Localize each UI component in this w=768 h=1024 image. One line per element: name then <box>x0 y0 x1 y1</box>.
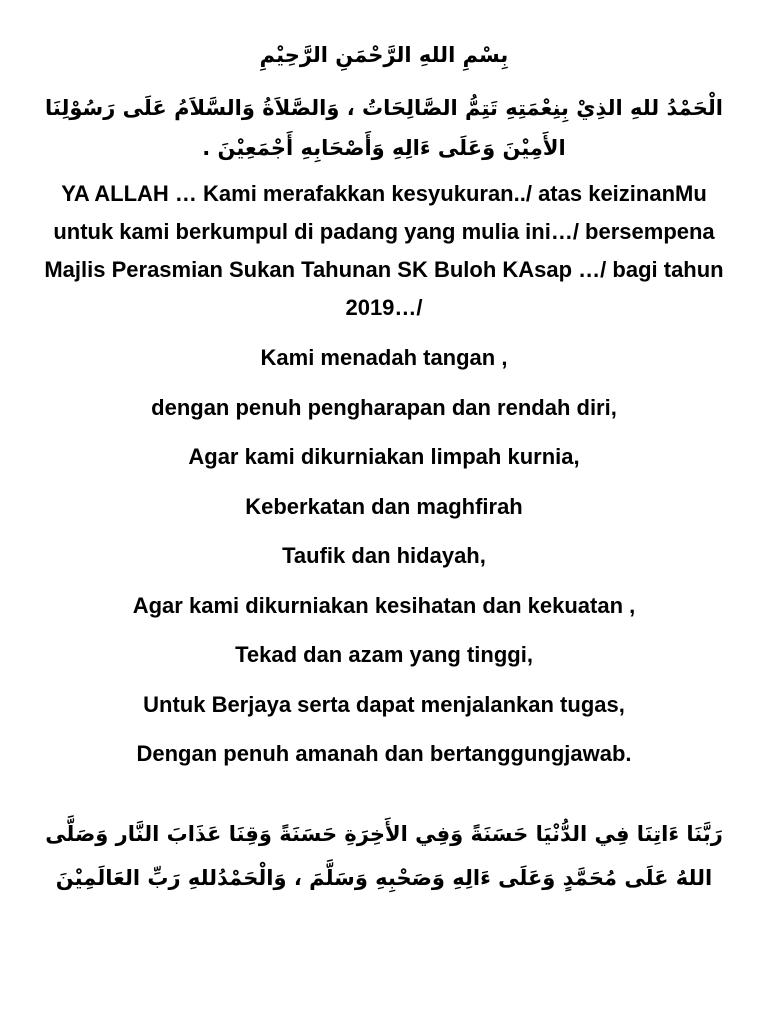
prayer-line: Agar kami dikurniakan kesihatan dan kekuatan , <box>132 592 636 618</box>
prayer-line: Taufik dan hidayah, <box>282 543 486 568</box>
prayer-lines <box>30 340 738 786</box>
prayer-line: Tekad dan azam yang tinggi, <box>235 642 533 667</box>
prayer-line: Dengan penuh amanah dan bertanggungjawab. <box>136 741 632 766</box>
prayer-line: dengan penuh pengharapan dan rendah diri, <box>151 394 617 420</box>
prayer-line: Keberkatan dan maghfirah <box>245 493 523 519</box>
intro-paragraph: YA ALLAH … Kami merafakkan kesyukuran../ atas keizinanMu untuk kami berkumpul di padang yang mulia ini…/ bersempena Majlis Perasmian Sukan Tahunan SK Buloh KAsap …/ bagi tahun 2019…/ <box>44 181 724 320</box>
arabic-closing-prayer: رَبَّنَا ءَاتِنَا فِي الدُّنْيَا حَسَنَةً وَفِي الأَخِرَةِ حَسَنَةً وَقِنَا عَذَابَ النَّار وَصَلَّى اللهُ عَلَى مُحَمَّدٍ وَعَلَى ءَالِهِ وَصَحْبِهِ وَسَلَّمَ ، وَالْحَمْدُللهِ رَبِّ العَالَمِيْنَ <box>45 822 723 890</box>
prayer-line: Kami menadah tangan , <box>260 345 508 370</box>
basmalah: بِسْمِ اللهِ الرَّحْمَنِ الرَّحِيْمِ <box>259 43 509 67</box>
prayer-line: Agar kami dikurniakan limpah kurnia, <box>188 444 580 469</box>
prayer-line: Untuk Berjaya serta dapat menjalankan tugas, <box>143 691 625 717</box>
arabic-opening-praise: الْحَمْدُ للهِ الذِيْ بِنِعْمَتِهِ تَتِمُّ الصَّالِحَاتُ ، وَالصَّلاَةُ وَالسَّلاَمُ عَلَى رَسُوْلِنَا الأَمِيْنَ وَعَلَى ءَالِهِ وَأَصْحَابِهِ أَجْمَعِيْنَ . <box>45 96 723 160</box>
